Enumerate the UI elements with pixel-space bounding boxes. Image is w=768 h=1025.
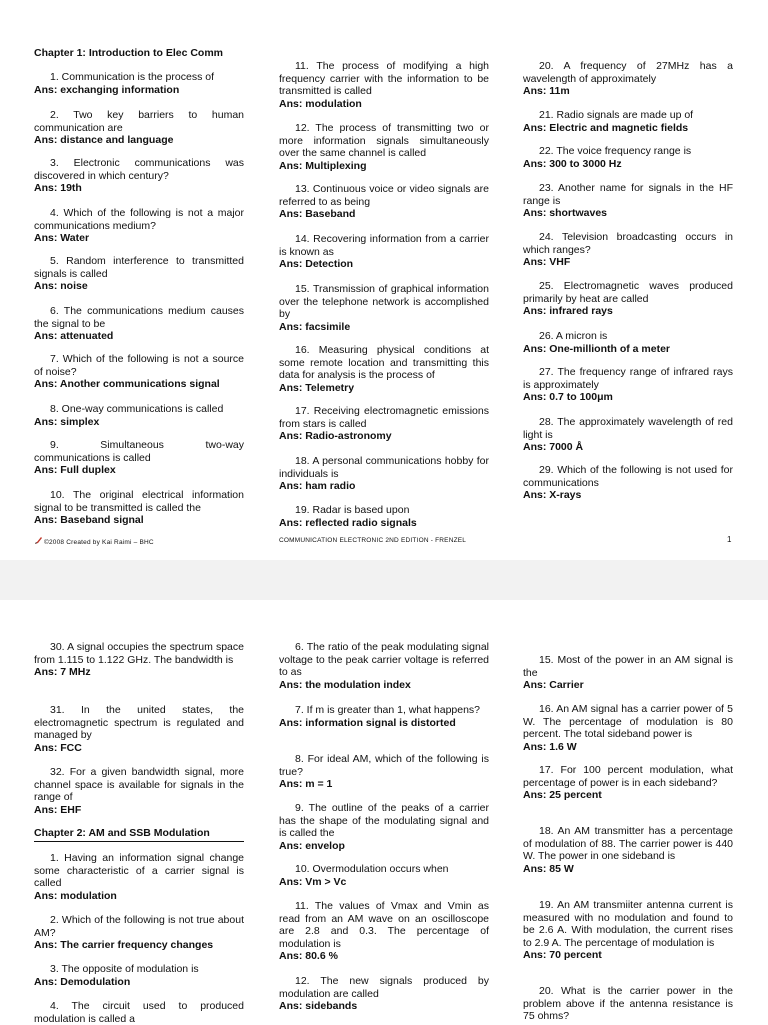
answer-text: Ans: Telemetry [279, 381, 355, 394]
question-item [523, 464, 733, 502]
question-item [34, 109, 244, 147]
question-text: 12. The new signals produced by modulation are called [279, 975, 489, 1000]
question-text: 18. A personal communications hobby for individuals is [279, 455, 489, 480]
question-text: 2. Two key barriers to human communication are [34, 109, 244, 134]
answer-text: Ans: Full duplex [34, 464, 116, 476]
question-item [523, 182, 733, 220]
question-item [523, 280, 733, 318]
question-text: 24. Television broadcasting occurs in which ranges? [523, 231, 733, 256]
question-item [34, 641, 244, 679]
question-item [523, 764, 733, 802]
answer-text: Ans: ham radio [279, 480, 356, 492]
question-item [523, 231, 733, 269]
question-item [34, 207, 244, 245]
chapter-heading: Chapter 2: AM and SSB Modulation [34, 827, 244, 842]
question-text: 1. Communication is the process of [50, 71, 214, 83]
question-item [523, 654, 733, 692]
answer-text: Ans: 0.7 to 100μm [523, 391, 613, 403]
question-text: 18. An AM transmitter has a percentage of modulation of 88. The carrier power is 440 W. The power in one sideband is [523, 825, 733, 862]
answer-text: Ans: 70 percent [523, 949, 602, 961]
question-text: 20. A frequency of 27MHz has a wavelength of approximately [523, 60, 733, 85]
question-text: 31. In the united states, the electromagnetic spectrum is regulated and managed by [34, 704, 244, 741]
question-text: 17. For 100 percent modulation, what percentage of power is in each sideband? [523, 764, 733, 789]
answer-text: Ans: Baseband [279, 208, 356, 220]
question-item [523, 60, 733, 98]
question-text: 7. Which of the following is not a source of noise? [34, 353, 244, 378]
answer-text: Ans: Water [34, 232, 90, 244]
question-text: 15. Most of the power in an AM signal is the [523, 654, 733, 679]
document-page-2 [0, 600, 768, 1024]
question-text: 23. Another name for signals in the HF range is [523, 182, 733, 207]
question-text: 21. Radio signals are made up of [539, 109, 694, 121]
question-text: 13. Continuous voice or video signals are referred to as being [279, 183, 489, 208]
question-item [523, 416, 733, 454]
answer-text: Ans: 25 percent [523, 789, 602, 801]
question-text: 8. For ideal AM, which of the following is true? [279, 753, 489, 778]
question-item [279, 405, 489, 443]
question-item [34, 255, 244, 293]
question-text: 11. The values of Vmax and Vmin as read from an AM wave on an oscilloscope are 2.8 and 0.3. The percentage of modulation is [279, 900, 489, 950]
question-item [279, 704, 489, 729]
question-text: 10. The original electrical information signal to be transmitted is called the [34, 489, 244, 514]
question-item [279, 504, 489, 529]
answer-text: Ans: the modulation index [279, 678, 411, 691]
question-item [279, 900, 489, 963]
answer-text: Ans: Multiplexing [279, 159, 367, 172]
question-item [523, 366, 733, 404]
answer-text: Ans: m = 1 [279, 778, 333, 790]
pencil-logo-icon [34, 536, 43, 545]
question-item [279, 122, 489, 172]
question-text: 4. Which of the following is not a major communications medium? [34, 207, 244, 232]
answer-text: Ans: 7000 Å [523, 441, 584, 453]
question-item [34, 439, 244, 477]
question-item [279, 183, 489, 221]
question-text: 25. Electromagnetic waves produced primarily by heat are called [523, 280, 733, 305]
answer-text: Ans: VHF [523, 256, 571, 268]
question-text: 17. Receiving electromagnetic emissions from stars is called [279, 405, 489, 430]
question-text: 28. The approximately wavelength of red light is [523, 416, 733, 441]
answer-text: Ans: facsimile [279, 320, 351, 333]
answer-text: Ans: Detection [279, 258, 354, 270]
question-item [523, 109, 733, 134]
question-item [279, 975, 489, 1013]
question-text: 27. The frequency range of infrared rays is approximately [523, 366, 733, 391]
answer-text: Ans: 1.6 W [523, 740, 577, 753]
question-text: 9. The outline of the peaks of a carrier has the shape of the modulating signal and is called the [279, 802, 489, 839]
question-item [34, 963, 244, 988]
question-text: 30. A signal occupies the spectrum space from 1.115 to 1.122 GHz. The bandwidth is [34, 641, 244, 666]
question-item [523, 899, 733, 962]
answer-text: Ans: noise [34, 280, 88, 292]
answer-text: Ans: Carrier [523, 679, 584, 691]
answer-text: Ans: reflected radio signals [279, 516, 417, 529]
answer-text: Ans: Electric and magnetic fields [523, 121, 689, 134]
question-item [34, 766, 244, 816]
answer-text: Ans: The carrier frequency changes [34, 939, 214, 951]
question-item [279, 283, 489, 333]
answer-text: Ans: 11m [523, 85, 570, 97]
question-item [34, 403, 244, 428]
question-text: 29. Which of the following is not used for communications [523, 464, 733, 489]
answer-text: Ans: EHF [34, 803, 82, 816]
answer-text: Ans: Baseband signal [34, 514, 144, 526]
question-text: 4. The circuit used to produced modulation is called a [34, 1000, 244, 1025]
question-item [34, 1000, 244, 1025]
question-item [523, 330, 733, 355]
question-item [34, 353, 244, 391]
question-item [279, 863, 489, 888]
answer-text: Ans: 300 to 3000 Hz [523, 157, 622, 170]
question-item [34, 157, 244, 195]
answer-text: Ans: Radio-astronomy [279, 430, 392, 442]
question-text: 14. Recovering information from a carrier is known as [279, 233, 489, 258]
question-text: 10. Overmodulation occurs when [295, 863, 449, 875]
question-text: 5. Random interference to transmitted signals is called [34, 255, 244, 280]
answer-text: Ans: 85 W [523, 862, 574, 875]
answer-text: Ans: distance and language [34, 134, 174, 146]
answer-text: Ans: modulation [279, 97, 362, 110]
question-text: 8. One-way communications is called [50, 403, 224, 415]
answer-text: Ans: modulation [34, 889, 117, 902]
question-text: 19. Radar is based upon [295, 504, 410, 516]
answer-text: Ans: attenuated [34, 330, 114, 342]
question-text: 16. An AM signal has a carrier power of 5 W. The percentage of modulation is 80 percent. The total sideband power is [523, 703, 733, 740]
answer-text: Ans: X-rays [523, 489, 582, 501]
page-number: 1 [727, 535, 732, 544]
answer-text: Ans: Vm > Vc [279, 875, 347, 888]
question-item [34, 914, 244, 952]
answer-text: Ans: 19th [34, 182, 82, 194]
question-text: 7. If m is greater than 1, what happens? [295, 704, 481, 716]
answer-text: Ans: envelop [279, 839, 345, 852]
question-text: 22. The voice frequency range is [539, 145, 692, 157]
question-item [279, 455, 489, 493]
question-text: 3. The opposite of modulation is [50, 963, 199, 975]
question-item [34, 704, 244, 754]
answer-text: Ans: Demodulation [34, 975, 131, 988]
question-item [279, 233, 489, 271]
chapter-heading: Chapter 1: Introduction to Elec Comm [34, 47, 224, 59]
answer-text: Ans: simplex [34, 415, 100, 428]
footer-credit-text: ©2008 Created by Kai Raimi – BHC [44, 539, 154, 546]
question-item [279, 802, 489, 852]
question-item [279, 753, 489, 791]
question-item [34, 305, 244, 343]
page-gap [0, 560, 768, 600]
answer-text: Ans: exchanging information [34, 83, 180, 96]
question-text: 9. Simultaneous two-way communications is called [34, 439, 244, 464]
footer-book-title: COMMUNICATION ELECTRONIC 2ND EDITION - FRENZEL [279, 537, 467, 544]
question-text: 19. An AM transmiiter antenna current is measured with no modulation and found to be 2.6 A. With modulation, the current rises to 2.9 A. The percentage of modulation is [523, 899, 733, 949]
question-text: 11. The process of modifying a high frequency carrier with the information to be transmitted is called [279, 60, 489, 97]
question-item [34, 852, 244, 902]
question-text: 15. Transmission of graphical information over the telephone network is accomplished by [279, 283, 489, 320]
question-text: 1. Having an information signal change some characteristic of a carrier signal is called [34, 852, 244, 889]
question-item [523, 703, 733, 753]
answer-text: Ans: 7 MHz [34, 666, 91, 678]
answer-text: Ans: information signal is distorted [279, 716, 456, 729]
question-item [34, 71, 244, 96]
answer-text: Ans: Another communications signal [34, 378, 220, 390]
question-item [523, 985, 733, 1023]
answer-text: Ans: sidebands [279, 1000, 358, 1012]
question-text: 2. Which of the following is not true about AM? [34, 914, 244, 939]
question-text: 26. A micron is [539, 330, 608, 342]
answer-text: Ans: FCC [34, 741, 82, 754]
question-item [279, 60, 489, 110]
footer-credit [34, 536, 154, 546]
answer-text: Ans: 80.6 % [279, 950, 338, 962]
answer-text: Ans: One-millionth of a meter [523, 342, 671, 355]
question-text: 6. The communications medium causes the signal to be [34, 305, 244, 330]
question-text: 20. What is the carrier power in the problem above if the antenna resistance is 75 ohms? [523, 985, 733, 1022]
question-item [523, 825, 733, 875]
question-item [523, 145, 733, 170]
question-text: 32. For a given bandwidth signal, more channel space is available for signals in the range of [34, 766, 244, 803]
question-text: 3. Electronic communications was discovered in which century? [34, 157, 244, 182]
question-text: 16. Measuring physical conditions at some remote location and transmitting this data for analysis is the process of [279, 344, 489, 381]
question-text: 12. The process of transmitting two or more information signals simultaneously over the same channel is called [279, 122, 489, 159]
question-item [279, 641, 489, 691]
question-text: 6. The ratio of the peak modulating signal voltage to the peak carrier voltage is referred to as [279, 641, 489, 678]
answer-text: Ans: shortwaves [523, 207, 608, 219]
question-item [34, 489, 244, 527]
answer-text: Ans: infrared rays [523, 305, 613, 317]
question-item [279, 344, 489, 394]
